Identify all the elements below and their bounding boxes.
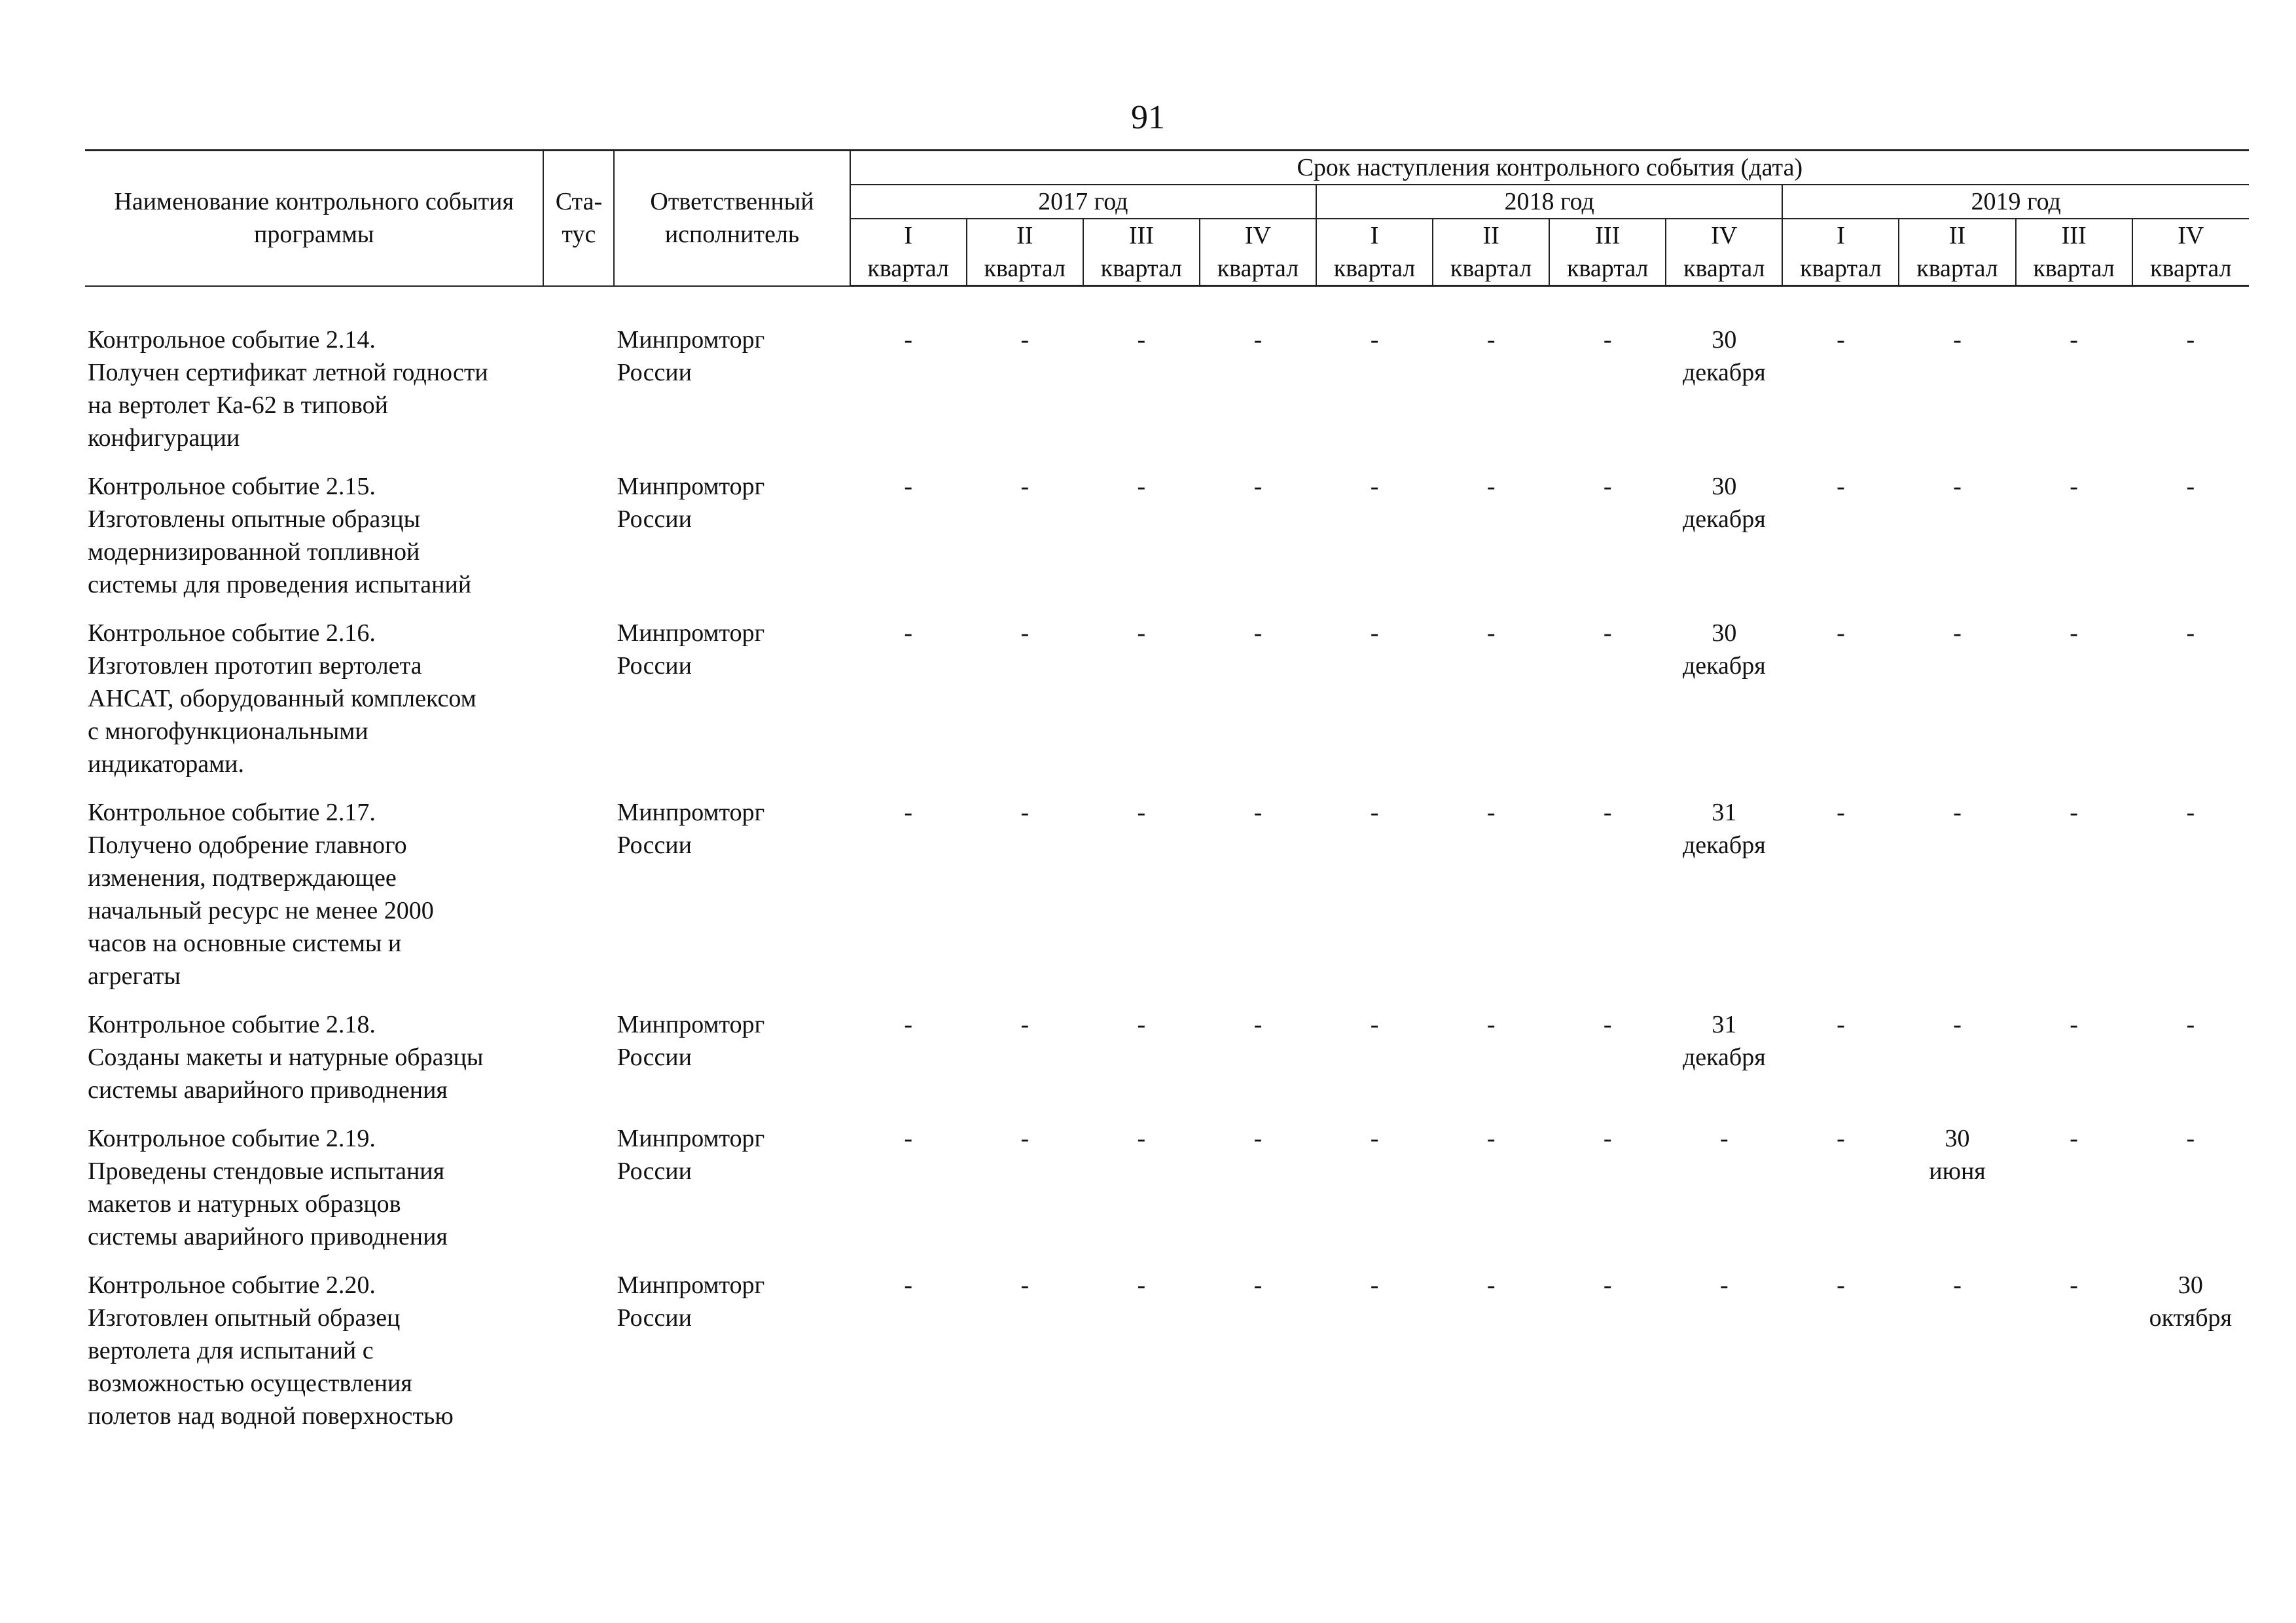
event-name-line: начальный ресурс не менее 2000 <box>88 897 434 924</box>
quarter-date-text: декабря <box>1682 359 1766 386</box>
quarter-date-cell <box>2016 617 2132 796</box>
quarter-date-text: - <box>1603 1271 1612 1299</box>
quarter-number: III <box>1595 222 1621 249</box>
quarter-number: II <box>1016 222 1033 249</box>
quarter-date-text: - <box>1253 473 1263 500</box>
quarter-date-cell <box>2132 796 2249 1008</box>
quarter-number: III <box>1128 222 1154 249</box>
quarter-date-cell <box>2016 1122 2132 1269</box>
status-cell <box>543 1269 614 1448</box>
responsible-line: Минпромторг <box>617 619 765 647</box>
event-name-cell <box>85 1008 543 1122</box>
quarter-date-cell <box>1899 323 2015 470</box>
quarter-date-cell <box>1200 796 1316 1008</box>
quarter-date-cell <box>2132 1122 2249 1269</box>
quarter-date-cell <box>850 1122 967 1269</box>
quarter-date-text: - <box>2070 326 2078 354</box>
quarter-word: квартал <box>1566 255 1649 282</box>
event-name-line: системы аварийного приводнения <box>88 1223 448 1250</box>
quarter-date-cell <box>1200 1008 1316 1122</box>
quarter-date-text: октября <box>2149 1304 2233 1332</box>
event-name-line: макетов и натурных образцов <box>88 1190 401 1218</box>
quarter-date-text: - <box>1020 619 1030 647</box>
quarter-word: квартал <box>2150 255 2232 282</box>
quarter-date-text: - <box>2070 473 2078 500</box>
quarter-date-text: - <box>1603 473 1612 500</box>
header-quarter <box>1316 219 1433 286</box>
quarter-date-text: - <box>1953 473 1962 500</box>
quarter-date-cell <box>1316 1008 1433 1122</box>
quarter-word: квартал <box>1450 255 1532 282</box>
responsible-line: Минпромторг <box>617 1271 765 1299</box>
quarter-date-text: 30 <box>2178 1271 2203 1299</box>
quarter-date-cell <box>1549 1008 1666 1122</box>
responsible-line: Минпромторг <box>617 1011 765 1038</box>
table-row <box>85 1269 2249 1448</box>
event-name-line: Контрольное событие 2.19. <box>88 1125 376 1152</box>
status-cell <box>543 796 614 1008</box>
event-name-line: Контрольное событие 2.14. <box>88 326 376 354</box>
quarter-date-cell <box>1433 796 1549 1008</box>
quarter-date-cell <box>2132 1008 2249 1122</box>
quarter-date-cell <box>1666 1269 1782 1448</box>
quarter-date-text: - <box>1837 799 1845 826</box>
quarter-date-text: - <box>1953 1011 1962 1038</box>
table-row <box>85 796 2249 1008</box>
quarter-date-text: - <box>1603 1011 1612 1038</box>
quarter-date-cell <box>1549 470 1666 617</box>
quarter-word: квартал <box>984 255 1066 282</box>
quarter-date-cell <box>1782 1269 1899 1448</box>
header-responsible: Ответственный исполнитель <box>614 151 850 286</box>
quarter-date-text: - <box>904 799 913 826</box>
quarter-word: квартал <box>867 255 949 282</box>
header-quarter <box>1433 219 1549 286</box>
header-quarter <box>2016 219 2132 286</box>
event-name-line: Контрольное событие 2.16. <box>88 619 376 647</box>
quarter-word: квартал <box>1916 255 1998 282</box>
quarter-number: IV <box>1244 222 1272 249</box>
event-name-cell <box>85 796 543 1008</box>
table-row <box>85 617 2249 796</box>
quarter-date-text: - <box>1370 1011 1379 1038</box>
quarter-date-text: - <box>904 619 913 647</box>
event-name-line: изменения, подтверждающее <box>88 864 397 892</box>
quarter-date-cell <box>1666 796 1782 1008</box>
event-name-line: Изготовлен опытный образец <box>88 1304 401 1332</box>
quarter-date-cell <box>967 617 1083 796</box>
quarter-date-text: - <box>1253 619 1263 647</box>
quarter-date-cell <box>1200 323 1316 470</box>
quarter-date-cell <box>1316 1269 1433 1448</box>
header-date-group: Срок наступления контрольного события (дата) <box>850 151 2249 185</box>
responsible-line: Минпромторг <box>617 799 765 826</box>
quarter-number: I <box>1837 222 1845 249</box>
quarter-date-cell <box>2132 617 2249 796</box>
responsible-line: России <box>617 1304 692 1332</box>
quarter-date-text: - <box>1020 473 1030 500</box>
quarter-date-text: - <box>2186 1011 2195 1038</box>
quarter-date-cell <box>1433 323 1549 470</box>
quarter-date-text: - <box>1370 1125 1379 1152</box>
quarter-date-cell <box>1200 617 1316 796</box>
quarter-date-cell <box>2016 470 2132 617</box>
quarter-date-cell <box>1083 1269 1200 1448</box>
quarter-date-cell <box>1433 1122 1549 1269</box>
quarter-date-cell <box>1549 1122 1666 1269</box>
status-cell <box>543 617 614 796</box>
event-name-line: Получен сертификат летной годности <box>88 359 488 386</box>
event-name-line: индикаторами. <box>88 750 244 778</box>
event-name-cell <box>85 1269 543 1448</box>
quarter-date-cell <box>1549 617 1666 796</box>
quarter-date-cell <box>1316 470 1433 617</box>
quarter-date-text: - <box>1837 473 1845 500</box>
header-quarter <box>1782 219 1899 286</box>
table-body <box>85 286 2249 1449</box>
quarter-date-cell <box>2016 1269 2132 1448</box>
quarter-word: квартал <box>1333 255 1416 282</box>
quarter-date-cell <box>967 470 1083 617</box>
event-name-line: Контрольное событие 2.18. <box>88 1011 376 1038</box>
quarter-date-cell <box>1200 1269 1316 1448</box>
quarter-date-cell <box>850 1008 967 1122</box>
page-number: 91 <box>1131 99 1165 136</box>
quarter-date-text: 31 <box>1712 799 1737 826</box>
quarter-date-cell <box>1316 796 1433 1008</box>
quarter-date-text: - <box>904 1271 913 1299</box>
quarter-word: квартал <box>2033 255 2115 282</box>
responsible-cell <box>614 796 850 1008</box>
quarter-word: квартал <box>1683 255 1765 282</box>
quarter-date-cell <box>1433 1008 1549 1122</box>
quarter-date-text: - <box>904 326 913 354</box>
quarter-date-cell <box>1899 796 2015 1008</box>
quarter-number: II <box>1482 222 1499 249</box>
quarter-date-text: - <box>2070 1271 2078 1299</box>
event-name-line: агрегаты <box>88 962 181 990</box>
quarter-date-cell <box>1083 323 1200 470</box>
quarter-date-text: - <box>1486 1011 1496 1038</box>
quarter-date-cell <box>1782 470 1899 617</box>
quarter-date-cell <box>1899 1008 2015 1122</box>
quarter-date-text: июня <box>1929 1158 1986 1185</box>
event-name-line: АНСАТ, оборудованный комплексом <box>88 685 476 712</box>
quarter-date-text: декабря <box>1682 831 1766 859</box>
quarter-date-cell <box>1899 617 2015 796</box>
quarter-date-cell <box>967 796 1083 1008</box>
event-name-line: Изготовлен прототип вертолета <box>88 652 422 680</box>
quarter-word: квартал <box>1800 255 1882 282</box>
responsible-line: России <box>617 1158 692 1185</box>
quarter-date-text: - <box>904 473 913 500</box>
header-year-2019: 2019 год <box>1782 185 2249 219</box>
responsible-line: Минпромторг <box>617 326 765 354</box>
quarter-date-cell <box>2016 796 2132 1008</box>
quarter-date-text: - <box>1370 326 1379 354</box>
quarter-date-text: - <box>1370 799 1379 826</box>
quarter-date-cell <box>850 470 967 617</box>
spacer-row <box>85 286 2249 324</box>
quarter-date-text: - <box>1020 326 1030 354</box>
quarter-date-text: - <box>1486 619 1496 647</box>
table-row <box>85 470 2249 617</box>
event-name-line: конфигурации <box>88 424 240 452</box>
quarter-date-text: - <box>2186 473 2195 500</box>
quarter-date-text: - <box>2070 619 2078 647</box>
quarter-date-text: - <box>2070 1125 2078 1152</box>
quarter-number: I <box>1370 222 1379 249</box>
quarter-date-cell <box>1899 1269 2015 1448</box>
header-quarter <box>1083 219 1200 286</box>
quarter-date-text: - <box>1020 1011 1030 1038</box>
quarter-date-text: - <box>1953 326 1962 354</box>
quarter-date-cell <box>1782 1122 1899 1269</box>
quarter-date-text: - <box>1253 1011 1263 1038</box>
status-cell <box>543 323 614 470</box>
quarter-date-text: 30 <box>1712 619 1737 647</box>
quarter-date-text: - <box>1486 473 1496 500</box>
responsible-cell <box>614 617 850 796</box>
quarter-date-cell <box>1666 470 1782 617</box>
quarter-number: I <box>904 222 913 249</box>
control-events-table <box>85 149 2249 1448</box>
quarter-date-text: - <box>1020 1125 1030 1152</box>
quarter-date-cell <box>1083 796 1200 1008</box>
quarter-number: III <box>2061 222 2087 249</box>
event-name-cell <box>85 470 543 617</box>
quarter-date-cell <box>2016 323 2132 470</box>
quarter-date-cell <box>2132 323 2249 470</box>
quarter-date-text: - <box>1253 326 1263 354</box>
quarter-date-text: - <box>1603 799 1612 826</box>
event-name-line: модернизированной топливной <box>88 538 420 566</box>
quarter-number: IV <box>1711 222 1738 249</box>
quarter-date-cell <box>2132 470 2249 617</box>
quarter-date-text: - <box>1020 1271 1030 1299</box>
quarter-date-text: 31 <box>1712 1011 1737 1038</box>
event-name-cell <box>85 617 543 796</box>
table-row <box>85 323 2249 470</box>
quarter-date-text: 30 <box>1712 473 1737 500</box>
quarter-date-text: декабря <box>1682 652 1766 680</box>
quarter-date-text: - <box>1837 1011 1845 1038</box>
quarter-date-cell <box>2016 1008 2132 1122</box>
event-name-cell <box>85 1122 543 1269</box>
quarter-date-cell <box>1666 617 1782 796</box>
quarter-date-text: 30 <box>1945 1125 1970 1152</box>
quarter-date-text: - <box>904 1125 913 1152</box>
quarter-date-text: - <box>2070 1011 2078 1038</box>
quarter-date-text: - <box>2070 799 2078 826</box>
quarter-date-cell <box>1316 617 1433 796</box>
responsible-cell <box>614 1269 850 1448</box>
event-name-line: системы аварийного приводнения <box>88 1076 448 1104</box>
quarter-date-text: 30 <box>1712 326 1737 354</box>
event-name-line: вертолета для испытаний с <box>88 1337 374 1364</box>
table-header <box>85 151 2249 286</box>
quarter-date-text: - <box>1137 1271 1146 1299</box>
responsible-line: Минпромторг <box>617 473 765 500</box>
header-quarter <box>1666 219 1782 286</box>
quarter-word: квартал <box>1100 255 1183 282</box>
quarter-date-text: - <box>1137 473 1146 500</box>
quarter-date-text: - <box>1603 1125 1612 1152</box>
quarter-date-text: - <box>1837 619 1845 647</box>
quarter-date-cell <box>1083 470 1200 617</box>
quarter-date-cell <box>1433 1269 1549 1448</box>
quarter-date-cell <box>1549 796 1666 1008</box>
quarter-date-cell <box>967 1122 1083 1269</box>
quarter-date-text: - <box>1837 1271 1845 1299</box>
quarter-date-text: - <box>1486 799 1496 826</box>
quarter-word: квартал <box>1217 255 1299 282</box>
header-event-name: Наименование контрольного события программы <box>85 151 543 286</box>
header-quarter <box>850 219 967 286</box>
event-name-line: возможностью осуществления <box>88 1370 412 1397</box>
quarter-date-cell <box>1549 1269 1666 1448</box>
quarter-date-text: - <box>1253 1271 1263 1299</box>
quarter-number: IV <box>2178 222 2204 249</box>
quarter-date-text: - <box>1486 1125 1496 1152</box>
quarter-date-text: - <box>1137 799 1146 826</box>
quarter-date-text: декабря <box>1682 505 1766 533</box>
responsible-line: России <box>617 831 692 859</box>
quarter-date-text: - <box>2186 619 2195 647</box>
quarter-date-cell <box>850 1269 967 1448</box>
quarter-date-text: - <box>2186 799 2195 826</box>
event-name-line: на вертолет Ка-62 в типовой <box>88 392 388 419</box>
event-name-line: Созданы макеты и натурные образцы <box>88 1044 484 1071</box>
responsible-cell <box>614 1122 850 1269</box>
responsible-line: России <box>617 359 692 386</box>
quarter-date-cell <box>1200 1122 1316 1269</box>
event-name-line: Изготовлены опытные образцы <box>88 505 421 533</box>
quarter-date-text: - <box>1253 1125 1263 1152</box>
status-cell <box>543 1122 614 1269</box>
quarter-date-text: - <box>1370 619 1379 647</box>
quarter-date-text: - <box>1253 799 1263 826</box>
header-quarter <box>2132 219 2249 286</box>
event-name-line: Контрольное событие 2.17. <box>88 799 376 826</box>
quarter-date-text: - <box>2186 326 2195 354</box>
quarter-date-cell <box>1200 470 1316 617</box>
event-name-line: Проведены стендовые испытания <box>88 1158 445 1185</box>
quarter-date-text: - <box>1953 1271 1962 1299</box>
responsible-line: России <box>617 1044 692 1071</box>
quarter-date-cell <box>1782 1008 1899 1122</box>
quarter-date-text: - <box>1370 473 1379 500</box>
responsible-line: Минпромторг <box>617 1125 765 1152</box>
quarter-date-text: - <box>1486 1271 1496 1299</box>
responsible-cell <box>614 1008 850 1122</box>
quarter-date-text: - <box>1020 799 1030 826</box>
quarter-date-cell <box>1549 323 1666 470</box>
header-quarter <box>1200 219 1316 286</box>
quarter-date-cell <box>1083 1008 1200 1122</box>
quarter-date-cell <box>1666 1122 1782 1269</box>
status-cell <box>543 1008 614 1122</box>
quarter-date-cell <box>1782 323 1899 470</box>
event-name-line: Контрольное событие 2.15. <box>88 473 376 500</box>
quarter-date-text: - <box>2186 1125 2195 1152</box>
quarter-date-text: - <box>1137 326 1146 354</box>
quarter-date-cell <box>1782 796 1899 1008</box>
quarter-date-text: - <box>1137 619 1146 647</box>
header-year-2017: 2017 год <box>850 185 1316 219</box>
quarter-date-cell <box>1083 1122 1200 1269</box>
quarter-date-cell <box>1083 617 1200 796</box>
quarter-date-text: декабря <box>1682 1044 1766 1071</box>
event-name-line: системы для проведения испытаний <box>88 571 472 598</box>
quarter-number: II <box>1948 222 1966 249</box>
quarter-date-text: - <box>1486 326 1496 354</box>
responsible-line: России <box>617 505 692 533</box>
header-quarter <box>1549 219 1666 286</box>
status-cell <box>543 470 614 617</box>
quarter-date-cell <box>1316 323 1433 470</box>
quarter-date-cell <box>850 796 967 1008</box>
quarter-date-cell <box>1433 470 1549 617</box>
quarter-date-text: - <box>1837 1125 1845 1152</box>
quarter-date-cell <box>967 1269 1083 1448</box>
table-row <box>85 1122 2249 1269</box>
event-name-line: часов на основные системы и <box>88 930 402 957</box>
responsible-line: России <box>617 652 692 680</box>
quarter-date-cell <box>850 617 967 796</box>
header-quarter <box>967 219 1083 286</box>
quarter-date-cell <box>1666 323 1782 470</box>
header-status: Ста- тус <box>543 151 614 286</box>
quarter-date-cell <box>2132 1269 2249 1448</box>
quarter-date-text: - <box>1137 1125 1146 1152</box>
quarter-date-cell <box>1433 617 1549 796</box>
quarter-date-text: - <box>1720 1271 1729 1299</box>
event-name-line: полетов над водной поверхностью <box>88 1402 454 1430</box>
quarter-date-text: - <box>1603 619 1612 647</box>
event-name-cell <box>85 323 543 470</box>
quarter-date-text: - <box>1603 326 1612 354</box>
quarter-date-cell <box>1899 1122 2015 1269</box>
event-name-line: Контрольное событие 2.20. <box>88 1271 376 1299</box>
quarter-date-cell <box>1899 470 2015 617</box>
quarter-date-text: - <box>1953 799 1962 826</box>
header-year-2018: 2018 год <box>1316 185 1782 219</box>
quarter-date-text: - <box>1137 1011 1146 1038</box>
event-name-line: Получено одобрение главного <box>88 831 407 859</box>
table-row <box>85 1008 2249 1122</box>
responsible-cell <box>614 470 850 617</box>
event-name-line: с многофункциональными <box>88 718 368 745</box>
quarter-date-cell <box>850 323 967 470</box>
quarter-date-cell <box>967 1008 1083 1122</box>
quarter-date-cell <box>967 323 1083 470</box>
quarter-date-text: - <box>1370 1271 1379 1299</box>
quarter-date-text: - <box>1953 619 1962 647</box>
quarter-date-cell <box>1666 1008 1782 1122</box>
quarter-date-text: - <box>1720 1125 1729 1152</box>
responsible-cell <box>614 323 850 470</box>
quarter-date-cell <box>1316 1122 1433 1269</box>
quarter-date-text: - <box>1837 326 1845 354</box>
quarter-date-cell <box>1782 617 1899 796</box>
quarter-date-text: - <box>904 1011 913 1038</box>
header-quarter <box>1899 219 2015 286</box>
